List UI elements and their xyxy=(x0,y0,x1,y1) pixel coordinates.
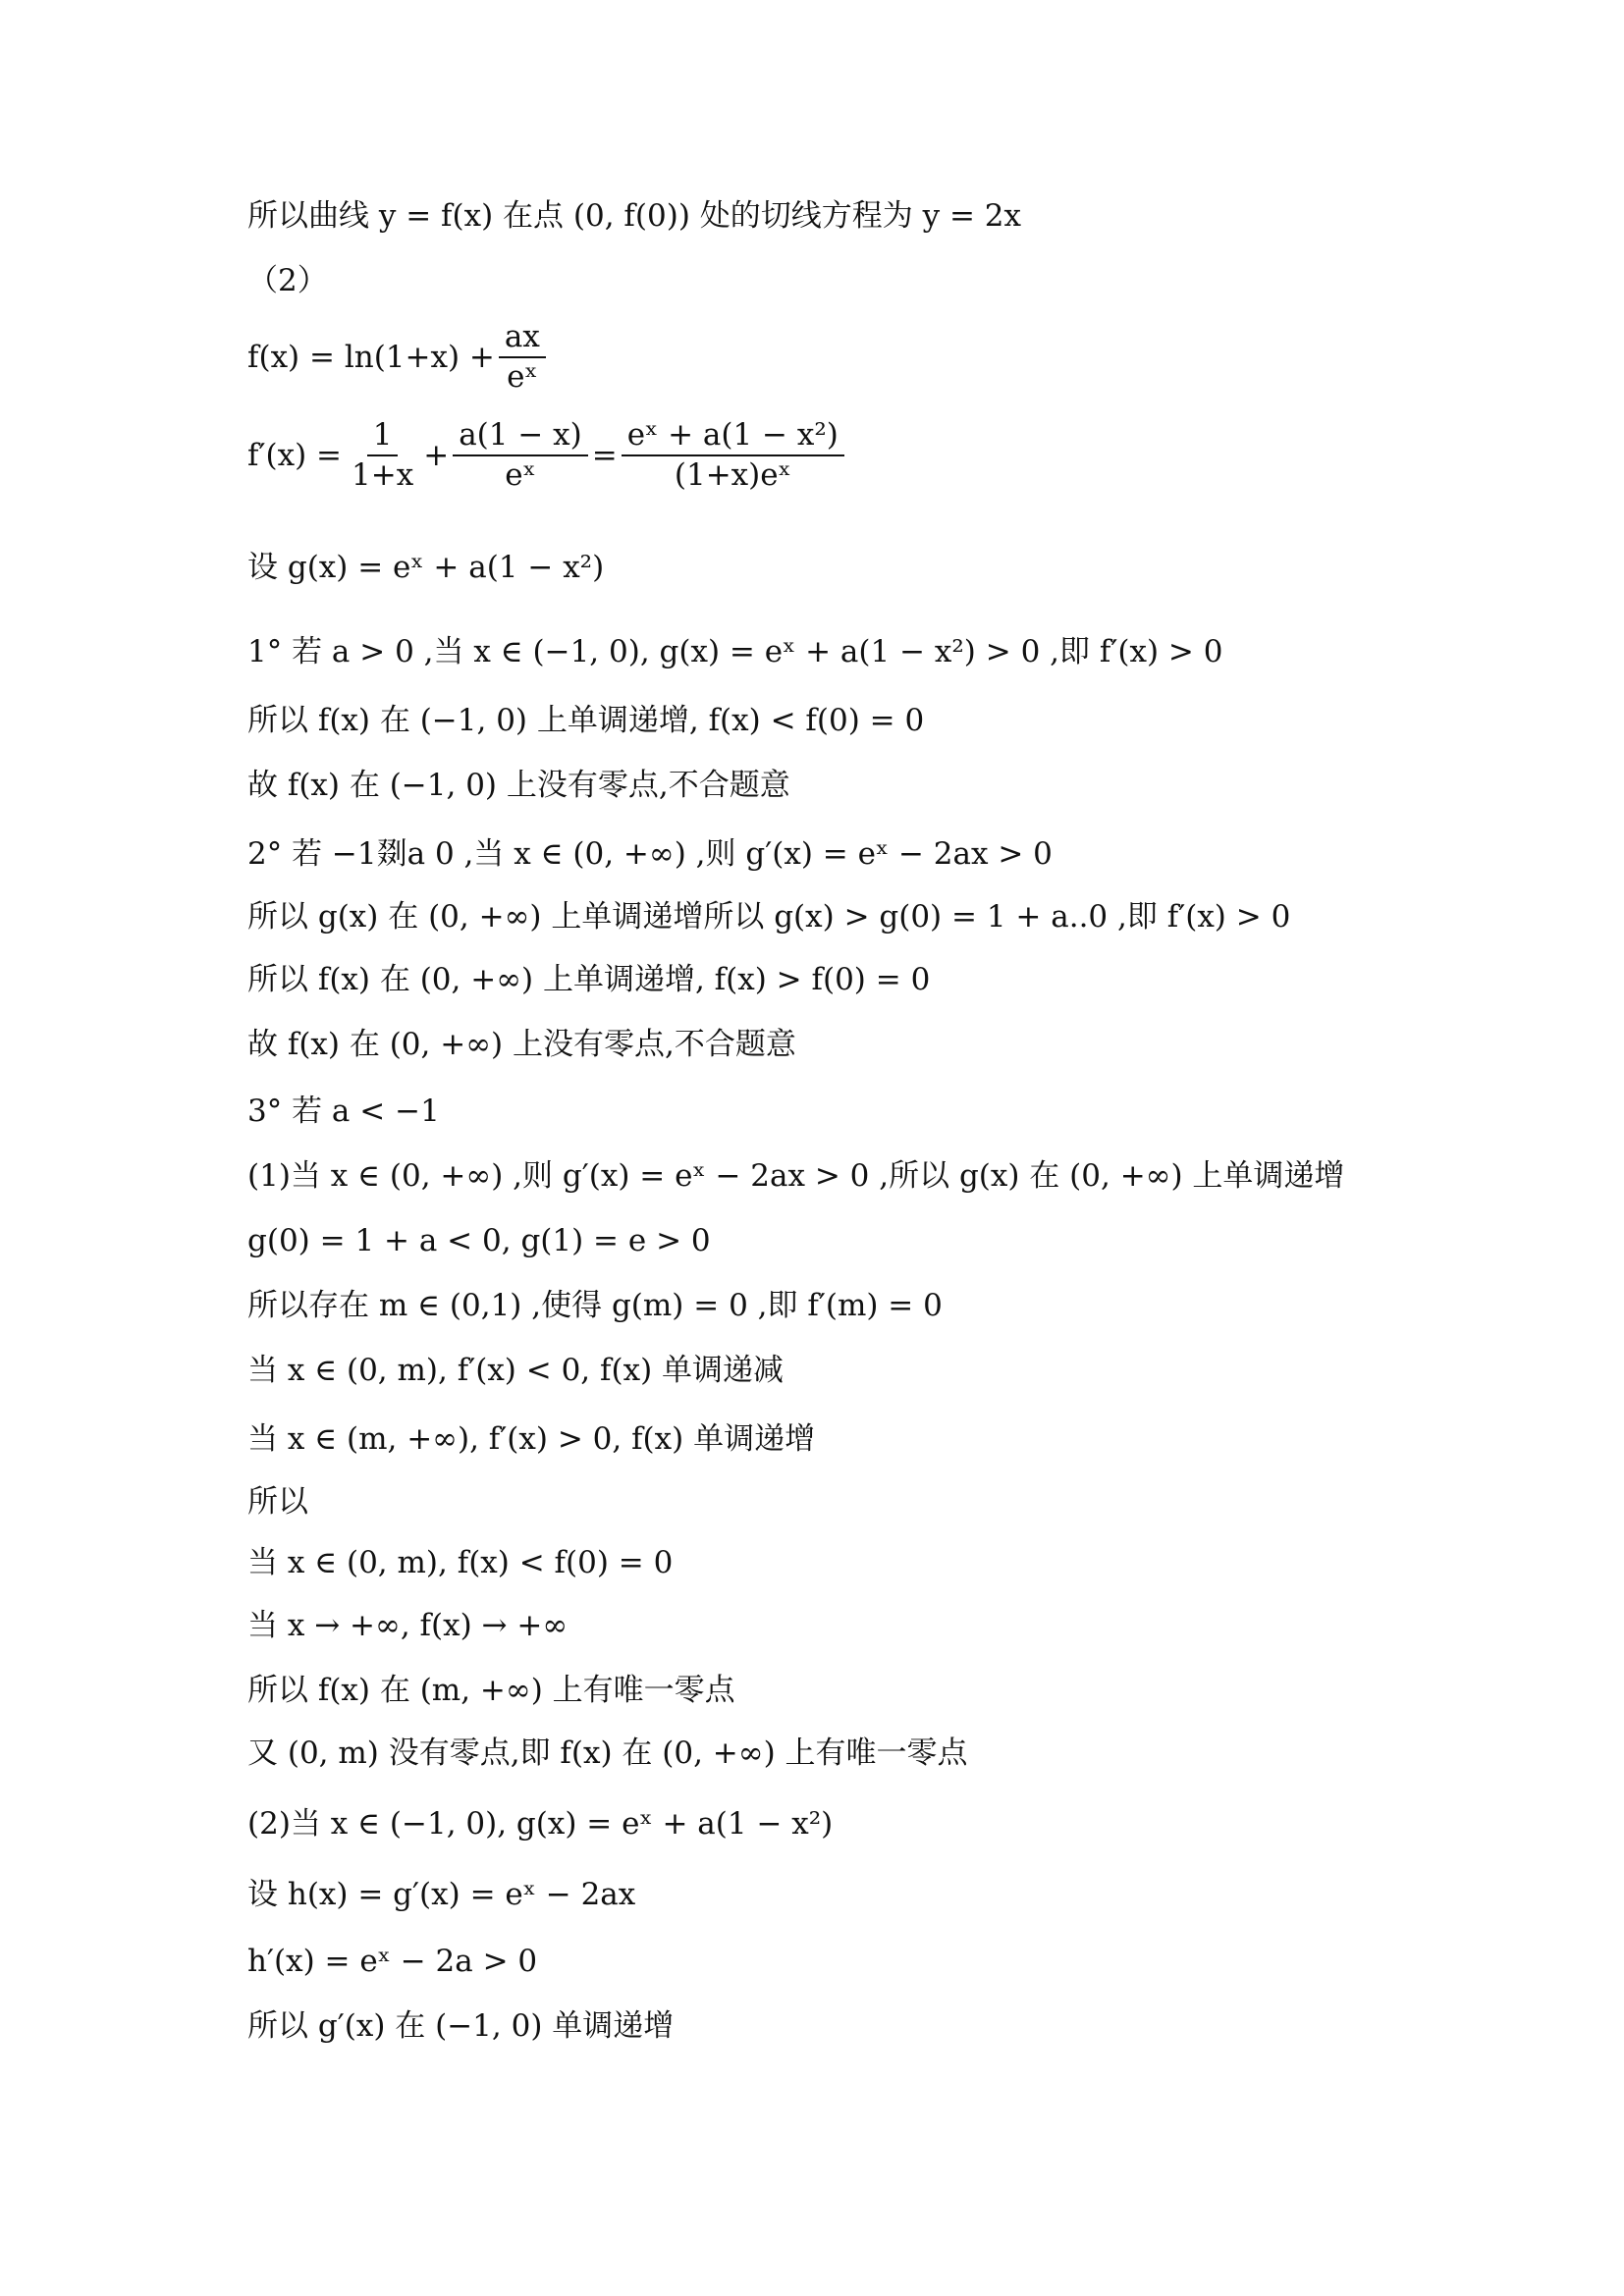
fraction-numerator: ax xyxy=(499,322,546,358)
fraction-3-denominator: (1+x)eˣ xyxy=(674,457,791,493)
fraction-2 xyxy=(453,417,588,493)
fraction-1-numerator: 1 xyxy=(367,420,399,456)
text-line-27: 所以 g′(x) 在 (−1, 0) 单调递增 xyxy=(247,2008,675,2044)
text-line-23: 又 (0, m) 没有零点,即 f(x) 在 (0, +∞) 上有唯一零点 xyxy=(247,1735,968,1771)
text-line-17: 当 x ∈ (0, m), f′(x) < 0, f(x) 单调递减 xyxy=(247,1353,785,1388)
text-line-6: 1° 若 a > 0 ,当 x ∈ (−1, 0), g(x) = eˣ + a(1 − x²) > 0 ,即 f′(x) > 0 xyxy=(247,634,1223,669)
text-line-2: （2） xyxy=(247,263,328,298)
fraction-denominator: eˣ xyxy=(507,359,538,395)
text-line-13: 3° 若 a < −1 xyxy=(247,1094,440,1129)
text-line-11: 所以 f(x) 在 (0, +∞) 上单调递增, f(x) > f(0) = 0 xyxy=(247,962,931,997)
text-line-16: 所以存在 m ∈ (0,1) ,使得 g(m) = 0 ,即 f′(m) = 0 xyxy=(247,1288,943,1323)
fraction-3 xyxy=(622,417,844,493)
text-line-25: 设 h(x) = g′(x) = eˣ − 2ax xyxy=(247,1877,636,1912)
fraction-2-numerator: a(1 − x) xyxy=(453,420,588,456)
text-line-24: (2)当 x ∈ (−1, 0), g(x) = eˣ + a(1 − x²) xyxy=(247,1806,834,1842)
formula-f-derivative xyxy=(247,417,848,493)
text-line-18: 当 x ∈ (m, +∞), f′(x) > 0, f(x) 单调递增 xyxy=(247,1421,816,1457)
text-line-15: g(0) = 1 + a < 0, g(1) = e > 0 xyxy=(247,1223,711,1258)
text-line-7: 所以 f(x) 在 (−1, 0) 上单调递增, f(x) < f(0) = 0 xyxy=(247,703,925,738)
text-line-14: (1)当 x ∈ (0, +∞) ,则 g′(x) = eˣ − 2ax > 0 ,所以 g(x) 在 (0, +∞) 上单调递增 xyxy=(247,1158,1345,1194)
derivative-lhs: f′(x) = xyxy=(247,437,343,473)
text-line-10: 所以 g(x) 在 (0, +∞) 上单调递增所以 g(x) > g(0) = 1 + a..0 ,即 f′(x) > 0 xyxy=(247,899,1291,934)
text-line-12: 故 f(x) 在 (0, +∞) 上没有零点,不合题意 xyxy=(247,1027,796,1062)
plus-sign: + xyxy=(423,437,450,473)
fraction-1-denominator: 1+x xyxy=(352,457,414,493)
text-line-9: 2° 若 −1剟a 0 ,当 x ∈ (0, +∞) ,则 g′(x) = eˣ − 2ax > 0 xyxy=(247,836,1053,872)
text-line-20: 当 x ∈ (0, m), f(x) < f(0) = 0 xyxy=(247,1545,674,1580)
fraction-1 xyxy=(346,417,419,493)
equals-sign: = xyxy=(591,437,618,473)
fraction-ax-over-ex xyxy=(499,319,546,395)
text-line-19: 所以 xyxy=(247,1484,308,1520)
fraction-2-denominator: eˣ xyxy=(505,457,536,493)
text-line-8: 故 f(x) 在 (−1, 0) 上没有零点,不合题意 xyxy=(247,768,790,803)
text-line-21: 当 x → +∞, f(x) → +∞ xyxy=(247,1608,568,1643)
text-line-5: 设 g(x) = eˣ + a(1 − x²) xyxy=(247,550,605,585)
text-line-1: 所以曲线 y = f(x) 在点 (0, f(0)) 处的切线方程为 y = 2x xyxy=(247,198,1022,234)
text-line-22: 所以 f(x) 在 (m, +∞) 上有唯一零点 xyxy=(247,1673,735,1708)
fraction-3-numerator: eˣ + a(1 − x²) xyxy=(622,420,844,456)
text-line-26: h′(x) = eˣ − 2a > 0 xyxy=(247,1944,538,1979)
formula-f-lhs: f(x) = ln(1+x) + xyxy=(247,339,495,375)
formula-f xyxy=(247,319,550,395)
